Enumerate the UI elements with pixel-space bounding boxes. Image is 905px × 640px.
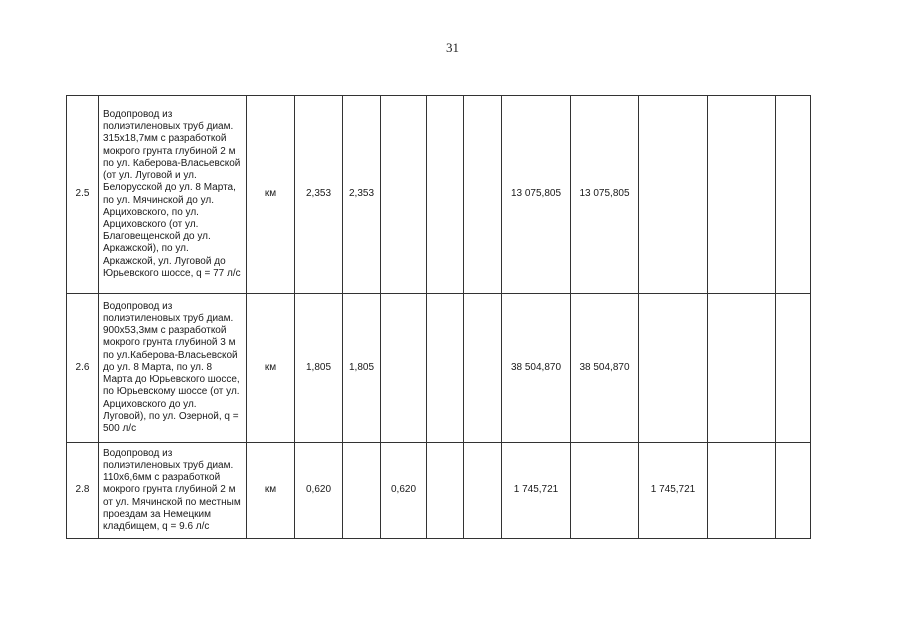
cell-length-stage-3 bbox=[427, 96, 464, 294]
cell-total-cost: 38 504,870 bbox=[502, 294, 571, 443]
cell-total-cost: 13 075,805 bbox=[502, 96, 571, 294]
row-unit: км bbox=[247, 443, 295, 539]
cell-cost-stage-4 bbox=[776, 96, 811, 294]
cell-total-length: 2,353 bbox=[295, 96, 343, 294]
cell-cost-stage-1 bbox=[571, 443, 639, 539]
specification-table bbox=[66, 95, 811, 539]
row-number: 2.6 bbox=[67, 294, 99, 443]
row-description: Водопровод из полиэтиленовых труб диам. 315х18,7мм с разработкой мокрого грунта глубиной 2 м по ул. Каберова-Власьевской (от ул. Луговой и ул. Белорусской до ул. 8 Марта, по ул. Мячинской до ул. Арциховского, по ул. Арциховского (от ул. Благовещенской до ул. Аркажской), по ул. Аркажской, ул. Луговой до Юрьевского шоссе, q = 77 л/с bbox=[99, 96, 247, 294]
cell-cost-stage-4 bbox=[776, 294, 811, 443]
table-row bbox=[67, 96, 811, 294]
cell-length-stage-4 bbox=[464, 96, 502, 294]
cell-cost-stage-3 bbox=[708, 96, 776, 294]
cell-total-length: 0,620 bbox=[295, 443, 343, 539]
row-unit: км bbox=[247, 294, 295, 443]
cell-cost-stage-2 bbox=[639, 96, 708, 294]
cell-length-stage-4 bbox=[464, 443, 502, 539]
cell-length-stage-2 bbox=[381, 96, 427, 294]
row-number: 2.5 bbox=[67, 96, 99, 294]
cell-length-stage-1 bbox=[343, 443, 381, 539]
cell-cost-stage-2: 1 745,721 bbox=[639, 443, 708, 539]
cell-cost-stage-1: 38 504,870 bbox=[571, 294, 639, 443]
row-description: Водопровод из полиэтиленовых труб диам. 110х6,6мм с разработкой мокрого грунта глубиной 2 м от ул. Мячинской по местным проездам за Немецким кладбищем, q = 9.6 л/с bbox=[99, 443, 247, 539]
cell-total-cost: 1 745,721 bbox=[502, 443, 571, 539]
page-number: 31 bbox=[446, 40, 459, 55]
cell-length-stage-3 bbox=[427, 443, 464, 539]
table-row bbox=[67, 294, 811, 443]
cell-total-length: 1,805 bbox=[295, 294, 343, 443]
cell-length-stage-1: 1,805 bbox=[343, 294, 381, 443]
table-row bbox=[67, 443, 811, 539]
cell-length-stage-3 bbox=[427, 294, 464, 443]
cell-cost-stage-1: 13 075,805 bbox=[571, 96, 639, 294]
cell-cost-stage-4 bbox=[776, 443, 811, 539]
cell-length-stage-4 bbox=[464, 294, 502, 443]
row-unit: км bbox=[247, 96, 295, 294]
cell-cost-stage-3 bbox=[708, 443, 776, 539]
row-description: Водопровод из полиэтиленовых труб диам. 900х53,3мм с разработкой мокрого грунта глубиной 3 м по ул.Каберова-Власьевской до ул. 8 Марта, по ул. 8 Марта до Юрьевского шоссе, по Юрьевскому шоссе (от ул. Арциховского до ул. Луговой), по ул. Озерной, q = 500 л/с bbox=[99, 294, 247, 443]
cell-length-stage-2: 0,620 bbox=[381, 443, 427, 539]
cell-cost-stage-2 bbox=[639, 294, 708, 443]
cell-length-stage-1: 2,353 bbox=[343, 96, 381, 294]
row-number: 2.8 bbox=[67, 443, 99, 539]
cell-cost-stage-3 bbox=[708, 294, 776, 443]
cell-length-stage-2 bbox=[381, 294, 427, 443]
